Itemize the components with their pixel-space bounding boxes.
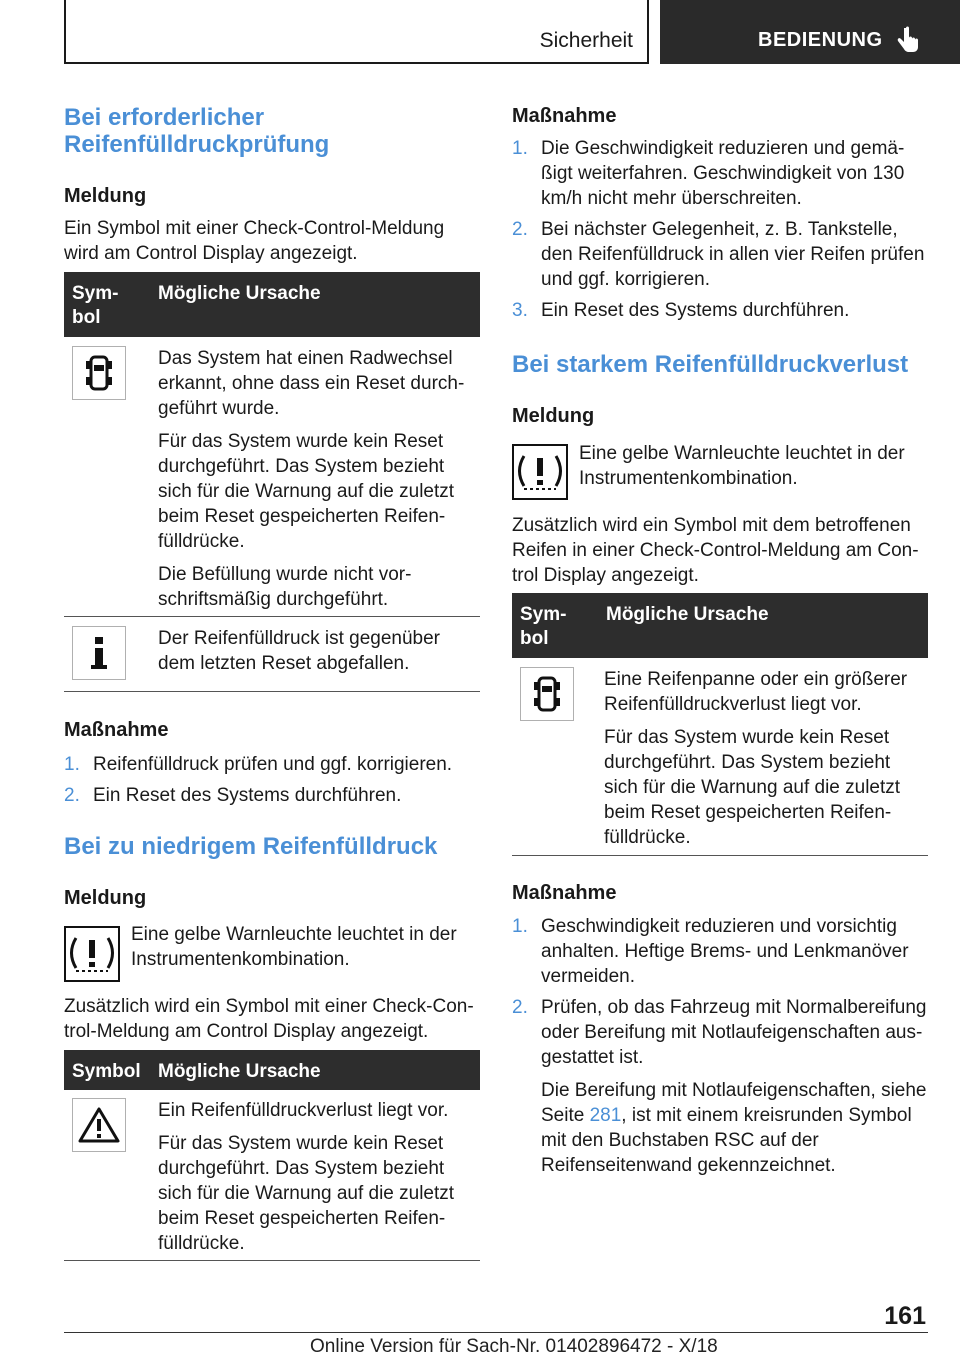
massnahme-list: [512, 914, 928, 1178]
warning-triangle-icon: [72, 1098, 126, 1152]
table-header-symbol: Sym- bol: [520, 604, 567, 649]
meldung-label: Meldung: [64, 185, 147, 207]
list-item: 1. Geschwindigkeit reduzieren und vorsichtig anhalten. Heftige Brems- und Lenkmanöver vermeiden.: [512, 916, 909, 987]
table-header-symbol: Sym- bol: [72, 283, 119, 328]
car-tire-icon: [72, 346, 126, 400]
page-number: 161: [884, 1302, 926, 1330]
zusatz-text: Zusätzlich wird ein Symbol mit einer Check-Con-trol-Meldung am Control Display angezeigt.: [64, 996, 474, 1042]
table-header-cause: Mögliche Ursache: [158, 1061, 321, 1082]
table-cell-cause: [158, 1098, 473, 1256]
list-item: 2. Prüfen, ob das Fahrzeug mit Normalbereifung oder Bereifung mit Notlaufeigenschaften aus-gestattet ist. Die Bereifung mit Notlaufeigenschaften, siehe Seite 281, ist mit einem kreisrunden Symbol mit den Buchstaben RSC auf der Reifenseitenwand gekennzeichnet.: [512, 997, 927, 1176]
table-row-divider: [64, 616, 480, 617]
header-chapter-label: BEDIENUNG: [758, 29, 883, 51]
table-header: [64, 272, 480, 337]
massnahme-label: Maßnahme: [512, 882, 617, 904]
table-row-divider: [64, 691, 480, 692]
table-header: [512, 593, 928, 658]
info-icon: [72, 626, 126, 680]
section-title-niedrig: Bei zu niedrigem Reifenfülldruck: [64, 833, 438, 860]
list-item: 1. Die Geschwindigkeit reduzieren und gemä-ßigt weiterfahren. Geschwindigkeit von 130 km/h nicht mehr überschreiten.: [512, 138, 905, 209]
table-cell-cause: [604, 667, 922, 850]
massnahme-list: [64, 752, 479, 808]
pointing-hand-icon: [896, 26, 920, 56]
massnahme-list: [512, 136, 927, 323]
meldung-label: Meldung: [512, 405, 595, 427]
header-section-label: Sicherheit: [539, 29, 633, 52]
table-row-divider: [512, 855, 928, 856]
tire-warning-icon: [64, 926, 120, 982]
cause-paragraph: Für das System wurde kein Reset durchgeführt. Das System bezieht sich für die Warnung auf die zuletzt beim Reset gespeicherten Reifen-fülldrücke.: [604, 727, 901, 848]
car-tire-icon: [520, 667, 574, 721]
cause-paragraph: Die Befüllung wurde nicht vor-schriftsmäßig durchgeführt.: [158, 564, 412, 610]
massnahme-label: Maßnahme: [64, 719, 169, 741]
cause-paragraph: Für das System wurde kein Reset durchgeführt. Das System bezieht sich für die Warnung auf die zuletzt beim Reset gespeicherten Reifen-fülldrücke.: [158, 431, 455, 552]
table-cell-cause: [158, 346, 473, 612]
warnleuchte-text: Eine gelbe Warnleuchte leuchtet in der Instrumentenkombination.: [579, 443, 905, 489]
meldung-text: Ein Symbol mit einer Check-Control-Meldung wird am Control Display angezeigt.: [64, 218, 445, 264]
list-item: 2. Ein Reset des Systems durchführen.: [64, 785, 402, 806]
list-item: 2. Bei nächster Gelegenheit, z. B. Tankstelle, den Reifenfülldruck in allen vier Reifen prüfen und ggf. korrigieren.: [512, 219, 925, 290]
zusatz-text: Zusätzlich wird ein Symbol mit dem betroffenen Reifen in einer Check-Control-Meldung am Con-trol Display angezeigt.: [512, 515, 919, 586]
table-header: [64, 1050, 480, 1090]
cause-paragraph: Ein Reifenfülldruckverlust liegt vor.: [158, 1100, 449, 1121]
meldung-label: Meldung: [64, 887, 147, 909]
table-row-divider: [64, 1260, 480, 1261]
list-item: 1. Reifenfülldruck prüfen und ggf. korrigieren.: [64, 754, 453, 775]
header-section-box: [64, 0, 649, 64]
table-header-symbol: Symbol: [72, 1061, 141, 1082]
section-title-reifenfuelldruckpruefung: Bei erforderlicher Reifenfülldruckprüfung: [64, 104, 330, 158]
table-header-cause: Mögliche Ursache: [158, 283, 321, 304]
footer-divider: [64, 1332, 928, 1333]
massnahme-label: Maßnahme: [512, 105, 617, 127]
tire-warning-icon: [512, 444, 568, 500]
page-link-281[interactable]: 281: [589, 1105, 622, 1126]
rsc-note: Die Bereifung mit Notlaufeigenschaften, siehe Seite 281, ist mit einem kreisrunden Symbol mit den Buchstaben RSC auf der Reifenseitenwand gekennzeichnet.: [541, 1080, 927, 1176]
section-title-starker-verlust: Bei starkem Reifenfülldruckverlust: [512, 351, 909, 378]
footer-version: Online Version für Sach-Nr. 01402896472 - X/18: [310, 1336, 718, 1357]
cause-paragraph: Das System hat einen Radwechsel erkannt, ohne dass ein Reset durch-geführt wurde.: [158, 348, 465, 419]
cause-paragraph: Für das System wurde kein Reset durchgeführt. Das System bezieht sich für die Warnung auf die zuletzt beim Reset gespeicherten Reifen-fülldrücke.: [158, 1133, 455, 1254]
cause-paragraph: Eine Reifenpanne oder ein größerer Reifenfülldruckverlust liegt vor.: [604, 669, 908, 715]
list-item: 3. Ein Reset des Systems durchführen.: [512, 300, 850, 321]
warnleuchte-text: Eine gelbe Warnleuchte leuchtet in der Instrumentenkombination.: [131, 924, 457, 970]
table-cell-cause: Der Reifenfülldruck ist gegenüber dem letzten Reset abgefallen.: [158, 628, 440, 674]
table-header-cause: Mögliche Ursache: [606, 604, 769, 625]
